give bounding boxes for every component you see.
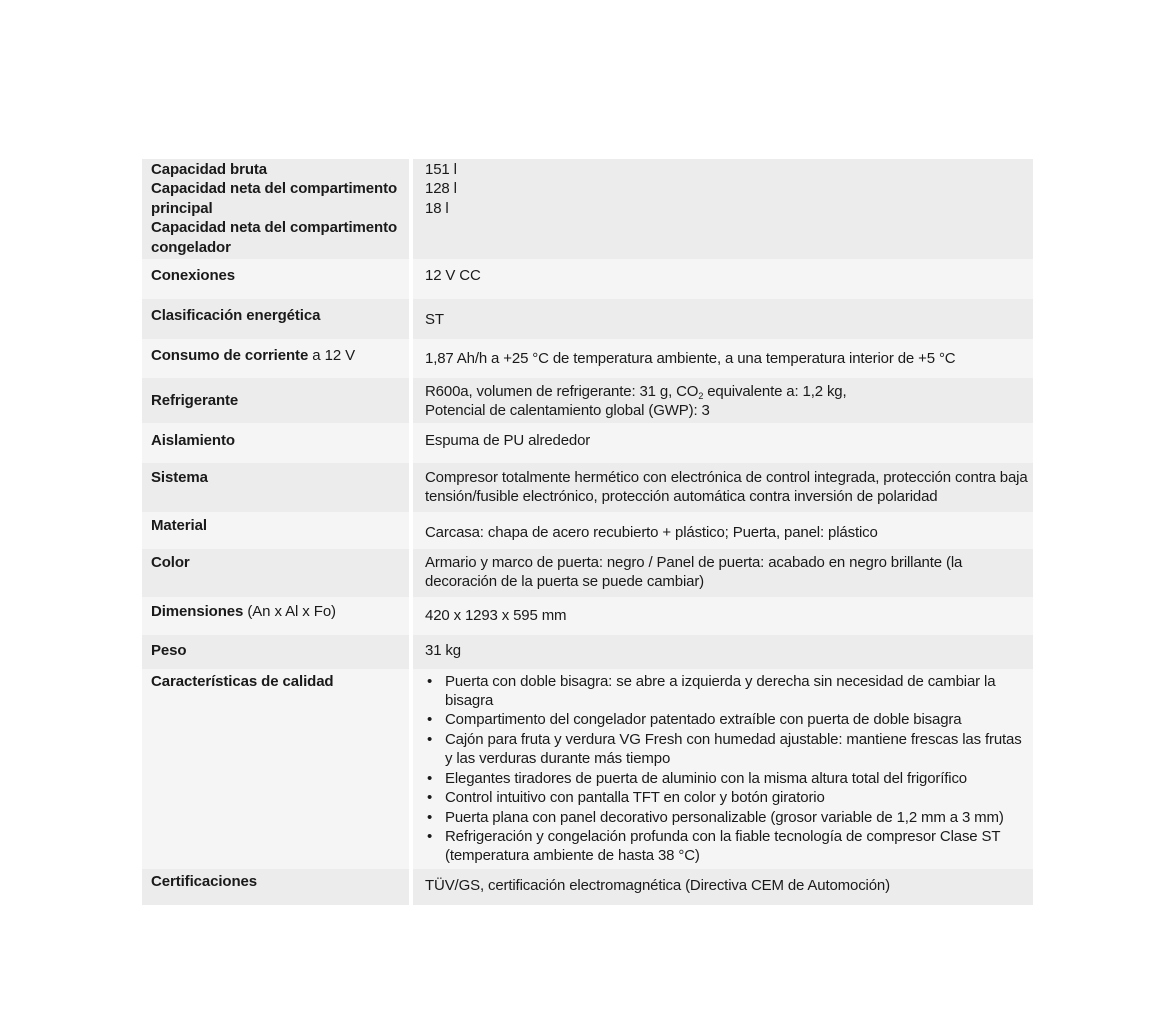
dimensions-value: 420 x 1293 x 595 mm <box>413 597 1033 635</box>
capacity-values <box>413 159 1033 259</box>
row-system <box>142 463 1033 512</box>
consumption-label-suffix: a 12 V <box>308 347 356 365</box>
dimensions-label-suffix: (An x Al x Fo) <box>243 602 336 620</box>
color-label: Color <box>142 549 413 597</box>
row-consumption <box>142 339 1033 378</box>
list-item: • Cajón para fruta y verdura VG Fresh con humedad ajustable: mantiene frescas las frutas y las verduras durante más tiempo <box>425 730 1031 769</box>
dimensions-label-cell <box>142 597 413 635</box>
row-color <box>142 549 1033 597</box>
row-weight <box>142 635 1033 669</box>
consumption-label-cell <box>142 339 413 378</box>
row-dimensions <box>142 597 1033 635</box>
quality-feature-list <box>425 672 1031 866</box>
freezer-capacity-label: Capacidad neta del compartimento congelador <box>151 219 398 256</box>
energy-class-label: Clasificación energética <box>142 299 413 339</box>
weight-label: Peso <box>142 635 413 669</box>
list-item: • Refrigeración y congelación profunda con la fiable tecnología de compresor Clase ST (temperatura ambiente de hasta 38 °C) <box>425 827 1031 866</box>
capacity-labels <box>142 159 413 259</box>
list-item: • Compartimento del congelador patentado extraíble con puerta de doble bisagra <box>425 710 1031 729</box>
consumption-value: 1,87 Ah/h a +25 °C de temperatura ambiente, a una temperatura interior de +5 °C <box>413 339 1033 378</box>
gross-capacity-value: 151 l <box>425 161 457 178</box>
gross-capacity-label: Capacidad bruta <box>151 161 268 178</box>
spec-table <box>142 159 1033 905</box>
energy-class-value: ST <box>413 299 1033 339</box>
system-label: Sistema <box>142 463 413 512</box>
row-refrigerant <box>142 378 1033 423</box>
row-capacity <box>142 159 1033 259</box>
consumption-label: Consumo de corriente <box>151 347 309 365</box>
gwp-value: Potencial de calentamiento global (GWP): 3 <box>425 402 710 420</box>
refrigerant-value-part2: equivalente a: 1,2 kg, <box>703 383 847 401</box>
refrigerant-value <box>413 378 1033 423</box>
co2-subscript: 2 <box>698 391 704 402</box>
row-insulation <box>142 423 1033 463</box>
row-connections <box>142 259 1033 299</box>
main-compartment-capacity-label: Capacidad neta del compartimento principal <box>151 180 398 217</box>
main-compartment-capacity-value: 128 l <box>425 180 457 198</box>
quality-label: Características de calidad <box>142 669 413 869</box>
list-item: • Control intuitivo con pantalla TFT en color y botón giratorio <box>425 788 1031 807</box>
weight-value: 31 kg <box>413 635 1033 669</box>
dimensions-label: Dimensiones <box>151 602 244 620</box>
connections-label: Conexiones <box>142 259 413 299</box>
list-item: • Puerta plana con panel decorativo personalizable (grosor variable de 1,2 mm a 3 mm) <box>425 808 1031 827</box>
row-material <box>142 512 1033 549</box>
insulation-label: Aislamiento <box>142 423 413 463</box>
material-label: Material <box>142 512 413 549</box>
list-item: • Puerta con doble bisagra: se abre a izquierda y derecha sin necesidad de cambiar la bisagra <box>425 672 1031 711</box>
row-energy-class <box>142 299 1033 339</box>
list-item: • Elegantes tiradores de puerta de aluminio con la misma altura total del frigorífico <box>425 769 1031 788</box>
row-quality <box>142 669 1033 869</box>
refrigerant-value-part1: R600a, volumen de refrigerante: 31 g, CO <box>425 383 699 401</box>
material-value: Carcasa: chapa de acero recubierto + plástico; Puerta, panel: plástico <box>413 512 1033 549</box>
row-certifications <box>142 869 1033 905</box>
color-value: Armario y marco de puerta: negro / Panel de puerta: acabado en negro brillante (la decoración de la puerta se puede cambiar) <box>413 549 1033 597</box>
connections-value: 12 V CC <box>413 259 1033 299</box>
certifications-value: TÜV/GS, certificación electromagnética (Directiva CEM de Automoción) <box>413 869 1033 905</box>
quality-value <box>413 669 1033 869</box>
certifications-label: Certificaciones <box>142 869 413 905</box>
insulation-value: Espuma de PU alrededor <box>413 423 1033 463</box>
freezer-capacity-value: 18 l <box>425 199 449 217</box>
refrigerant-label: Refrigerante <box>142 378 413 423</box>
system-value: Compresor totalmente hermético con electrónica de control integrada, protección contra baja tensión/fusible electrónico, protección automática contra inversión de polaridad <box>413 463 1033 512</box>
